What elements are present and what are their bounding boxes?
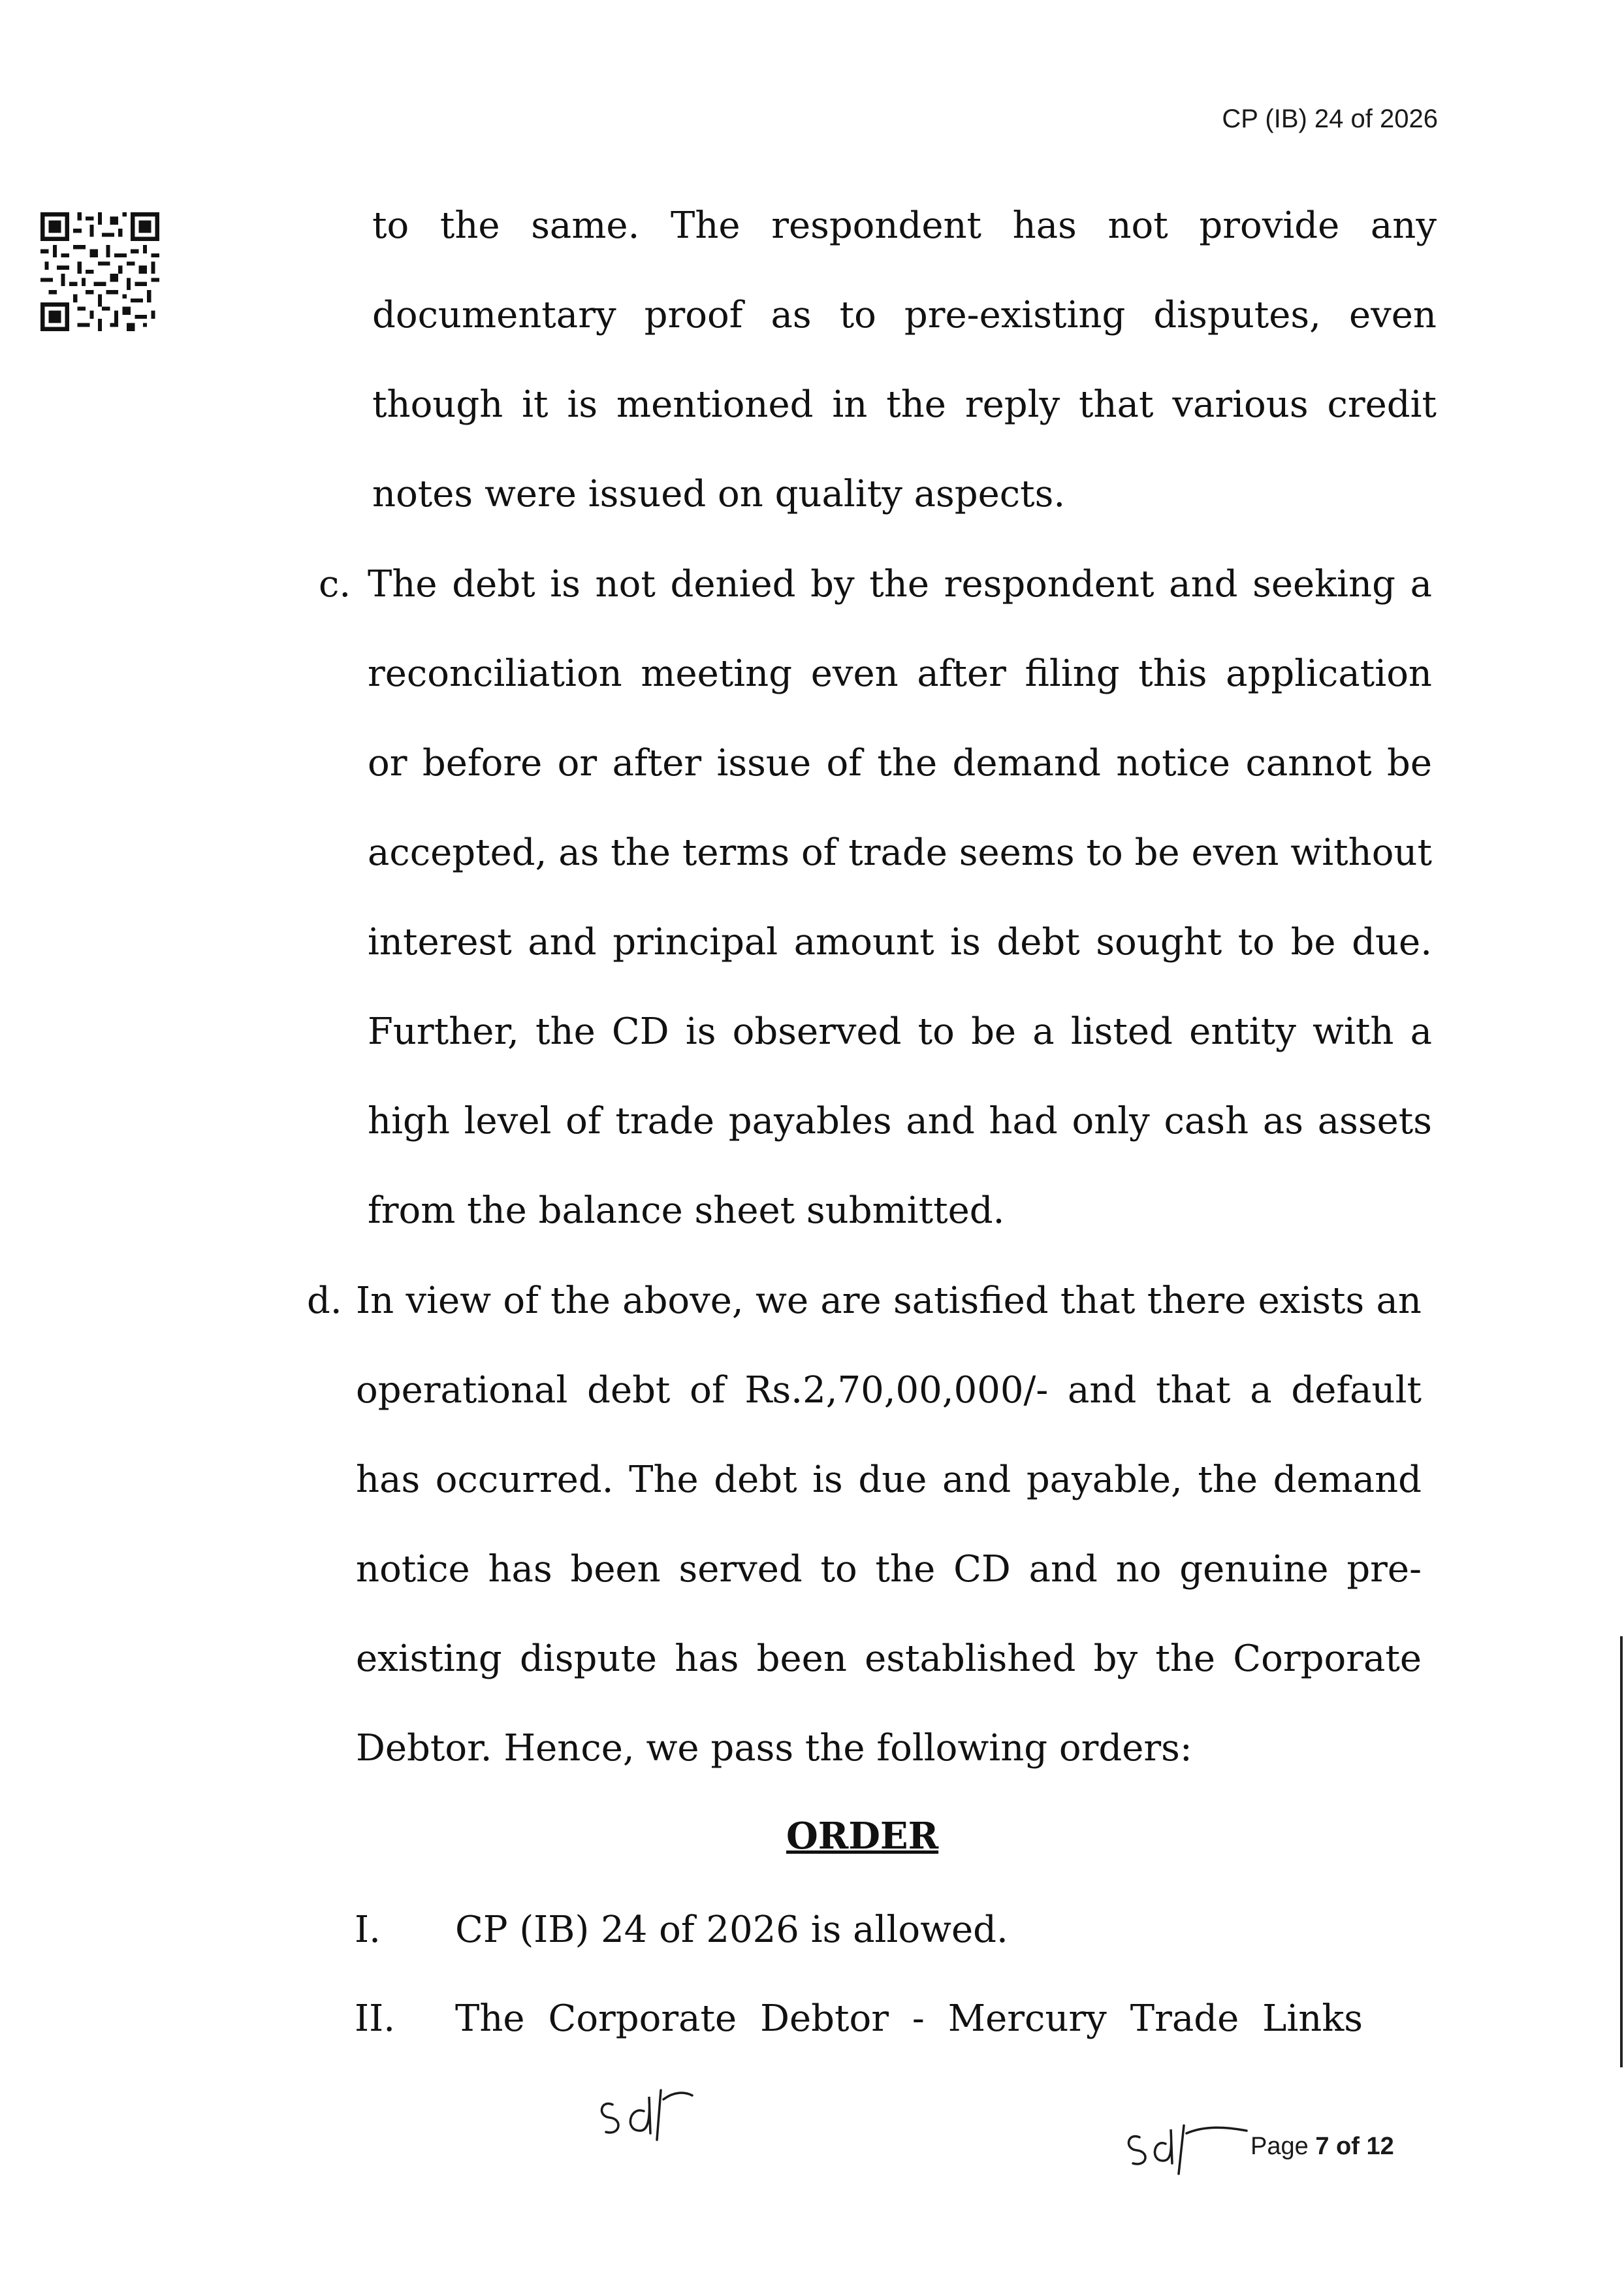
order-heading: ORDER: [786, 1815, 939, 1858]
order-item-numeral: II.: [355, 1997, 396, 2040]
point-c-text: The debt is not denied by the respondent and seeking a reconciliation meeting even after filing this application or before or after issue of the demand notice cannot be accepted, as the terms of trade seems to be even without interest and principal amount is debt sought to be due. Further, the CD is observed to be a listed entity with a high level of trade payables and had only cash as assets from the balance sheet submitted.: [368, 563, 1432, 1232]
page-of: of: [1336, 2133, 1360, 2160]
signature-left: [588, 2077, 718, 2149]
continued-paragraph: to the same. The respondent has not provide any documentary proof as to pre-existing disputes, even though it is mentioned in the reply that various credit notes were issued on quality aspects.: [372, 204, 1437, 515]
qr-code-icon: [40, 212, 159, 331]
point-d-text: In view of the above, we are satisfied that there exists an operational debt of Rs.2,70,00,000/- and that a default has occurred. The debt is due and payable, the demand notice has been served to the CD and no genuine pre-existing dispute has been established by the Corporate Debtor. Hence, we pass the following orders:: [356, 1280, 1422, 1769]
page-total: 12: [1366, 2133, 1394, 2160]
order-item-text: CP (IB) 24 of 2026 is allowed.: [455, 1909, 1008, 1951]
order-item-text: The Corporate Debtor - Mercury Trade Links: [455, 1997, 1363, 2040]
scan-edge-line: [1620, 1636, 1623, 2067]
order-item-numeral: I.: [355, 1909, 381, 1951]
signature-right: [1113, 2111, 1257, 2183]
point-d-label: d.: [307, 1280, 342, 1322]
case-number-header: CP (IB) 24 of 2026: [1222, 105, 1438, 133]
page-current: 7: [1315, 2133, 1329, 2160]
point-c-label: c.: [319, 563, 351, 606]
page-word: Page: [1250, 2133, 1309, 2160]
page-number: [1250, 2133, 1394, 2161]
